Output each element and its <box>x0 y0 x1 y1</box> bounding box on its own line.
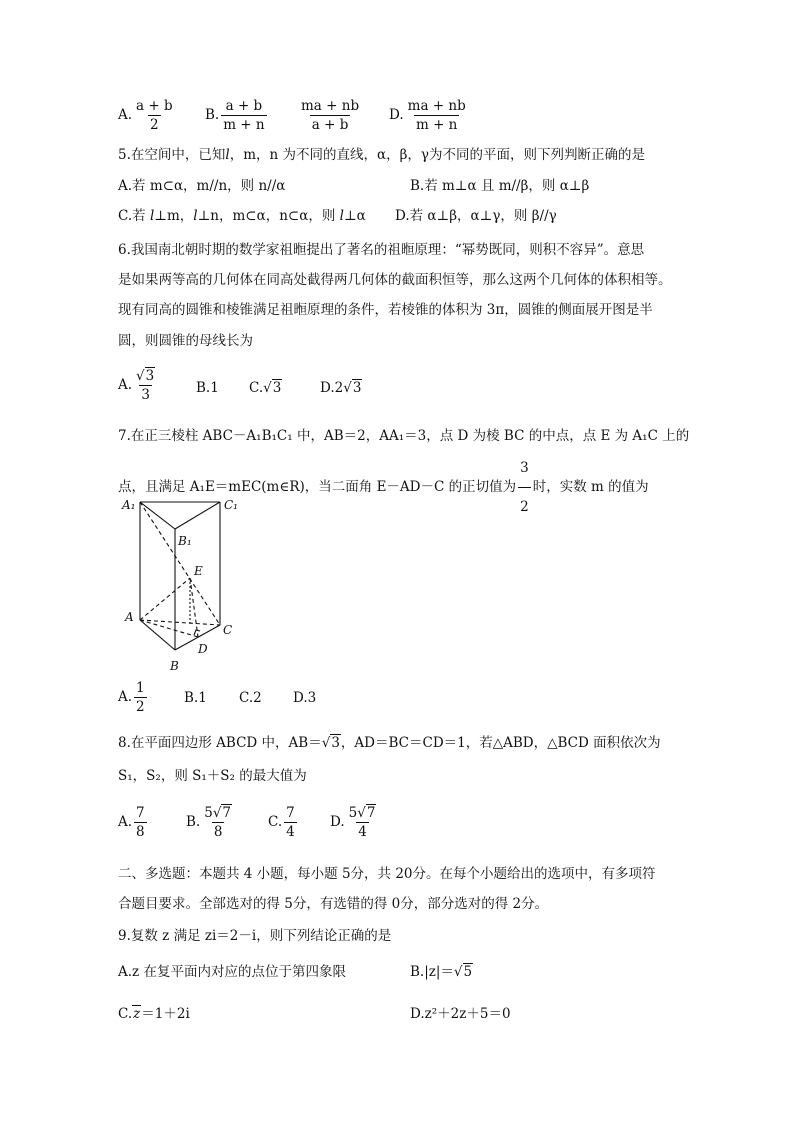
prism-figure <box>118 492 253 674</box>
label-b: B <box>170 659 179 673</box>
q5-option-d: D.若 α⊥β，α⊥γ，则 β//γ <box>395 208 557 224</box>
q6-line4: 圆，则圆锥的母线长为 <box>118 333 253 349</box>
label-a1: A₁ <box>122 498 136 512</box>
q5-option-c: C.若 l⊥m，l⊥n，m⊂α，n⊂α，则 l⊥α <box>118 208 366 224</box>
q7-option-b: B.1 <box>184 690 207 706</box>
label-c1: C₁ <box>224 498 238 512</box>
q4-option-b: B. $\frac{a + b}{m + n}$ <box>205 98 265 133</box>
q9-stem: 9.复数 z 满足 zi＝2－i，则下列结论正确的是 <box>118 928 392 944</box>
edge-b1c1 <box>175 502 220 529</box>
q5-option-a: A.若 m⊂α，m//n，则 n//α <box>118 178 286 194</box>
q9-option-d: D.z²＋2z＋5＝0 <box>410 1006 511 1022</box>
q8-line1: 8.在平面四边形 ABCD 中，AB＝√3，AD＝BC＝CD＝1，若△ABD，△BCD 面积依次为 <box>118 735 661 751</box>
q9-option-a: A.z 在复平面内对应的点位于第四象限 <box>118 964 346 980</box>
q8-line2: S₁，S₂，则 S₁＋S₂ 的最大值为 <box>118 768 307 784</box>
q9-option-c: C.z＝1＋2i <box>118 1006 190 1022</box>
q9-option-b: B.|z|＝√5 <box>410 964 473 980</box>
q6-line2: 是如果两等高的几何体在同高处截得两几何体的截面积恒等，那么这两个几何体的体积相等。 <box>118 272 672 288</box>
q8-option-d: D. $\frac{5√7}{4}$ <box>330 805 376 840</box>
label-c: C <box>223 623 233 637</box>
q6-line1: 6.我国南北朝时期的数学家祖暅提出了著名的祖暅原理：“幂势既同，则积不容异”。意思 <box>118 242 645 258</box>
q5-stem: 5.在空间中，已知l，m，n 为不同的直线，α，β，γ为不同的平面，则下列判断正确的是 <box>118 147 645 163</box>
edge-a1b1 <box>140 502 175 529</box>
q7-option-c: C.2 <box>239 690 262 706</box>
label-e: E <box>194 564 203 578</box>
q6-option-c: C.√3 <box>249 380 282 396</box>
q7-line1: 7.在正三棱柱 ABC－A₁B₁C₁ 中，AB＝2，AA₁＝3，点 D 为棱 BC 的中点，点 E 为 A₁C 上的 <box>118 428 690 444</box>
label-a: A <box>125 610 134 624</box>
segment-a1c <box>140 502 220 625</box>
edge-ac <box>140 620 220 625</box>
q7-line2: 点，且满足 A₁E＝mEC(m∈R)，当二面角 E－AD－C 的正切值为 $\frac{3}{2}$ 时，实数 m 的值为 <box>118 450 649 525</box>
label-d: D <box>198 642 208 656</box>
q6-option-b: B.1 <box>196 380 219 396</box>
q7-option-a: A. $\frac{1}{2}$ <box>118 680 145 715</box>
q8-option-a: A. $\frac{7}{8}$ <box>118 805 145 840</box>
q8-option-b: B. $\frac{5√7}{8}$ <box>186 805 232 840</box>
q7-option-d: D.3 <box>293 690 317 706</box>
section2-line1: 二、多选题：本题共 4 小题，每小题 5分，共 20分。在每个小题给出的选项中，有多项符 <box>118 866 656 882</box>
segment-ae <box>140 578 190 620</box>
q6-option-d: D.2√3 <box>320 380 362 396</box>
segment-ed <box>190 578 198 637</box>
q6-option-a: A. $\frac{√3}{3}$ <box>118 368 155 403</box>
q4-option-d: D. $\frac{ma + nb}{m + n}$ <box>389 98 466 133</box>
q5-option-b: B.若 m⊥α 且 m//β，则 α⊥β <box>410 178 590 194</box>
label-b1: B₁ <box>178 534 192 548</box>
edge-ab <box>140 620 175 650</box>
q8-option-c: C. $\frac{7}{4}$ <box>268 805 295 840</box>
section2-line2: 合题目要求。全部选对的得 5分，有选错的得 0分，部分选对的得 2分。 <box>118 896 549 912</box>
right-angle-mark <box>194 630 200 635</box>
q4-option-a: A. $\frac{a + b}{2}$ <box>118 98 173 133</box>
q4-option-c: $\frac{ma + nb}{a + b}$ <box>301 98 360 133</box>
q6-line3: 现有同高的圆锥和棱锥满足祖暅原理的条件，若棱锥的体积为 3π，圆锥的侧面展开图是半 <box>118 302 653 318</box>
